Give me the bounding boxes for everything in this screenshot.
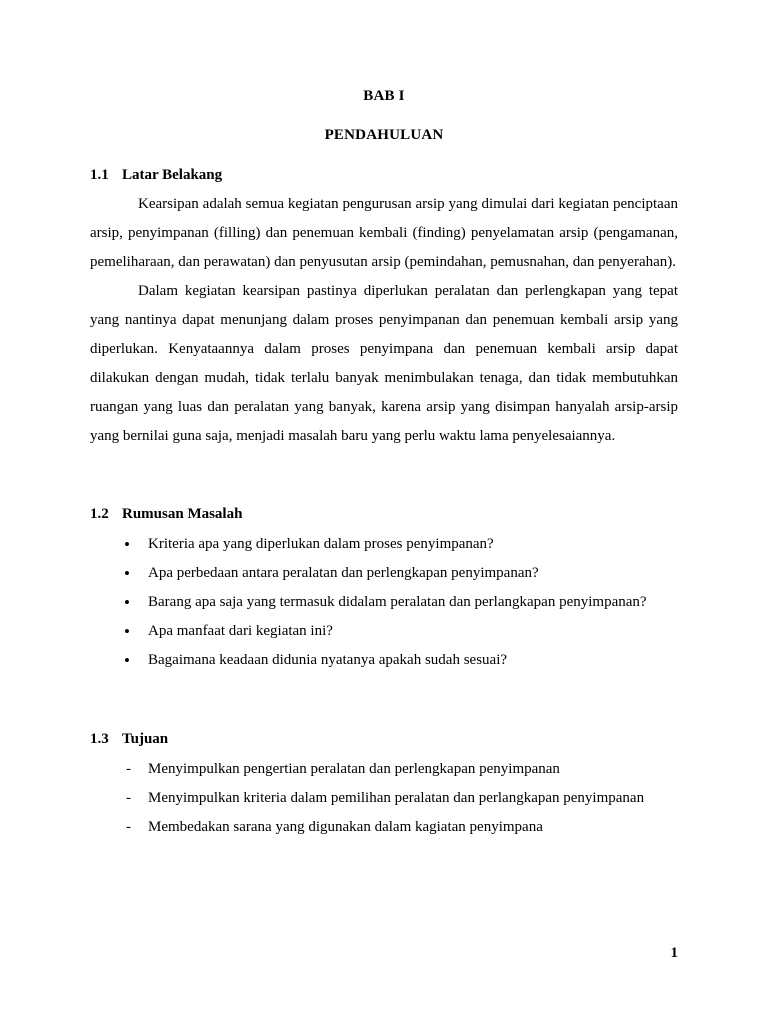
rumusan-list-item-label: Apa perbedaan antara peralatan dan perlengkapan penyimpanan? bbox=[148, 565, 539, 581]
rumusan-list-item-label: Barang apa saja yang termasuk didalam peralatan dan perlangkapan penyimpanan? bbox=[148, 594, 647, 610]
bullet-marker-icon: • bbox=[124, 593, 130, 612]
tujuan-list-item-label: Menyimpulkan kriteria dalam pemilihan peralatan dan perlangkapan penyimpanan bbox=[148, 790, 645, 806]
tujuan-list-item-label: Membedakan sarana yang digunakan dalam kagiatan penyimpana bbox=[148, 819, 543, 835]
section-number-1-3: 1.3 bbox=[90, 731, 109, 747]
section-number-1-1: 1.1 bbox=[90, 167, 109, 183]
tujuan-list-item-label: Menyimpulkan pengertian peralatan dan perlengkapan penyimpanan bbox=[148, 761, 560, 777]
rumusan-list-item-label: Bagaimana keadaan didunia nyatanya apakah sudah sesuai? bbox=[148, 652, 508, 668]
page-number: 1 bbox=[670, 945, 678, 961]
bullet-marker-icon: • bbox=[124, 564, 130, 583]
rumusan-list-item bbox=[90, 646, 678, 675]
section-heading-rumusan-masalah bbox=[90, 451, 678, 523]
rumusan-list-item bbox=[90, 588, 678, 617]
rumusan-list-item bbox=[90, 530, 678, 559]
rumusan-list-item bbox=[90, 559, 678, 588]
chapter-title: BAB I bbox=[363, 88, 405, 104]
paragraph-latar-belakang-1: Kearsipan adalah semua kegiatan pengurusan arsip yang dimulai dari kegiatan penciptaan arsip, penyimpanan (filling) dan penemuan kembali (finding) penyelamatan arsip (pengamanan, pemeliharaan, dan perawatan) dan penyusutan arsip (pemindahan, pemusnahan, dan penyerahan). bbox=[90, 196, 678, 270]
section-title-latar-belakang: Latar Belakang bbox=[122, 167, 223, 183]
section-heading-tujuan bbox=[90, 675, 678, 748]
dash-marker-icon: - bbox=[126, 819, 131, 835]
tujuan-list-item bbox=[90, 813, 678, 842]
dash-marker-icon: - bbox=[126, 790, 131, 806]
tujuan-list-item bbox=[90, 755, 678, 784]
bullet-marker-icon: • bbox=[124, 651, 130, 670]
section-heading-latar-belakang bbox=[90, 144, 678, 184]
rumusan-masalah-list bbox=[90, 523, 678, 675]
bullet-marker-icon: • bbox=[124, 622, 130, 641]
section-title-tujuan: Tujuan bbox=[122, 731, 169, 747]
paragraph-latar-belakang-2: Dalam kegiatan kearsipan pastinya diperlukan peralatan dan perlengkapan yang tepat yang nantinya dapat menunjang dalam proses penyimpanan dan penemuan kembali arsip yang diperlukan. Kenyataannya dalam proses penyimpana dan penemuan kembali arsip dapat dilakukan dengan mudah, tidak terlalu banyak menimbulakan tenaga, dan tidak membutuhkan ruangan yang luas dan peralatan yang banyak, karena arsip yang disimpan hanyalah arsip-arsip yang bernilai guna saja, menjadi masalah baru yang perlu waktu lama penyelesaiannya. bbox=[90, 283, 678, 444]
tujuan-list bbox=[90, 748, 678, 842]
section-title-rumusan-masalah: Rumusan Masalah bbox=[122, 506, 243, 522]
section-number-1-2: 1.2 bbox=[90, 506, 109, 522]
rumusan-list-item-label: Kriteria apa yang diperlukan dalam proses penyimpanan? bbox=[148, 536, 494, 552]
page-content bbox=[90, 84, 678, 842]
tujuan-list-item bbox=[90, 784, 678, 813]
dash-marker-icon: - bbox=[126, 761, 131, 777]
rumusan-list-item bbox=[90, 617, 678, 646]
rumusan-list-item-label: Apa manfaat dari kegiatan ini? bbox=[148, 623, 333, 639]
bullet-marker-icon: • bbox=[124, 535, 130, 554]
chapter-subtitle: PENDAHULUAN bbox=[324, 127, 444, 143]
